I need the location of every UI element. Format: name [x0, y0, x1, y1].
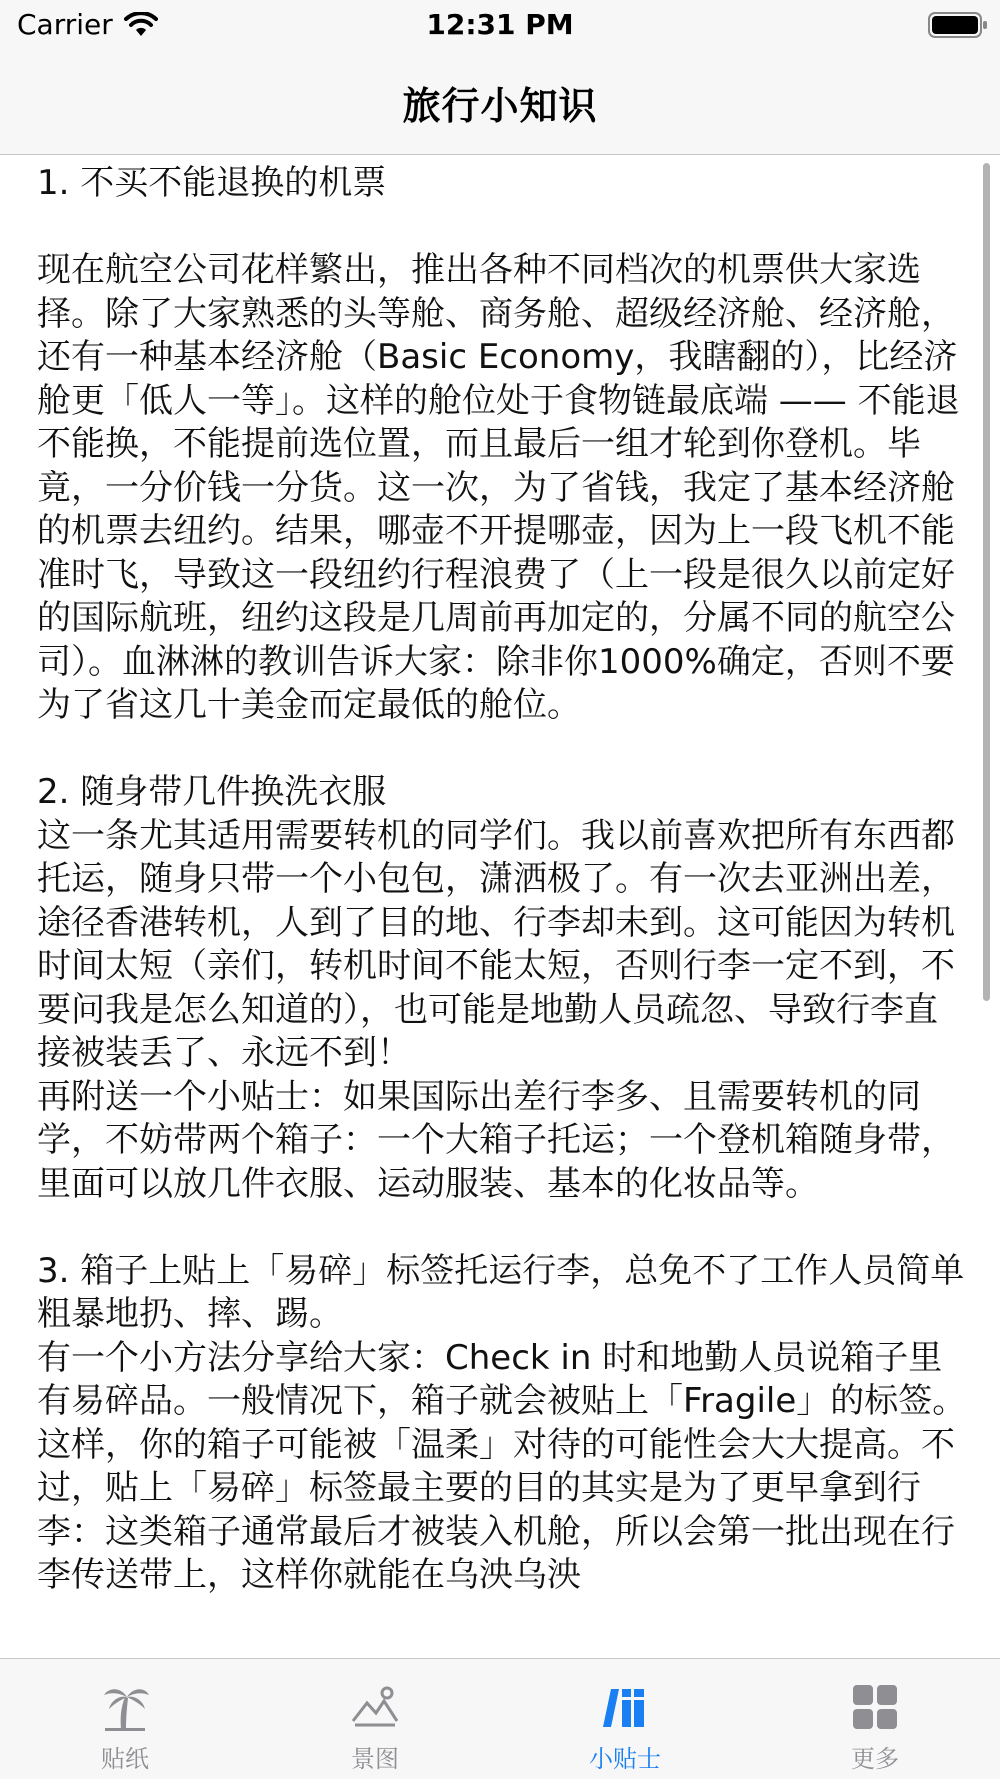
- tab-scenery[interactable]: [250, 1659, 500, 1779]
- tab-bar: [0, 1658, 1000, 1779]
- page-title: 旅行小知识: [402, 84, 598, 128]
- landscape-icon: [349, 1681, 401, 1733]
- palm-tree-icon: [99, 1681, 151, 1733]
- tab-more[interactable]: [750, 1659, 1000, 1779]
- books-icon: [599, 1681, 651, 1733]
- article-text: 1. 不买不能退换的机票 现在航空公司花样繁出，推出各种不同档次的机票供大家选择。除了大家熟悉的头等舱、商务舱、超级经济舱、经济舱，还有一种基本经济舱（Basic Economy，我瞎翻的），比经济舱更「低人一等」。这样的舱位处于食物链最底端 —— 不能退不能换，不能提前选位置，而且最后一组才轮到你登机。毕竟，一分价钱一分货。这一次，为了省钱，我定了基本经济舱的机票去纽约。结果，哪壶不开提哪壶，因为上一段飞机不能准时飞，导致这一段纽约行程浪费了（上一段是很久以前定好的国际航班，纽约这段是几周前再加定的，分属不同的航空公司）。血淋淋的教训告诉大家：除非你1000%确定，否则不要为了省这几十美金而定最低的舱位。 2. 随身带几件换洗衣服 这一条尤其适用需要转机的同学们。我以前喜欢把所有东西都托运，随身只带一个小包包，潇洒极了。有一次去亚洲出差，途径香港转机，人到了目的地、行李却未到。这可能因为转机时间太短（亲们，转机时间不能太短，否则行李一定不到，不要问我是怎么知道的），也可能是地勤人员疏忽、导致行李直接被装丢了、永远不到！ 再附送一个小贴士：如果国际出差行李多、且需要转机的同学，不妨带两个箱子：一个大箱子托运；一个登机箱随身带，里面可以放几件衣服、运动服装、基本的化妆品等。 3. 箱子上贴上「易碎」标签托运行李，总免不了工作人员简单粗暴地扔、摔、踢。 有一个小方法分享给大家：Check in 时和地勤人员说箱子里有易碎品。一般情况下，箱子就会被贴上「Fragile」的标签。这样，你的箱子可能被「温柔」对待的可能性会大大提高。不过，贴上「易碎」标签最主要的目的其实是为了更早拿到行李：这类箱子通常最后才被装入机舱，所以会第一批出现在行李传送带上，这样你就能在乌泱乌泱: [37, 163, 967, 1595]
- grid-icon: [849, 1681, 901, 1733]
- tab-label: 小贴士: [589, 1745, 661, 1773]
- tab-stickers[interactable]: [0, 1659, 250, 1779]
- status-bar: [0, 0, 1000, 50]
- navigation-bar: [0, 50, 1000, 155]
- battery-icon: [928, 12, 988, 38]
- scroll-indicator[interactable]: [983, 163, 990, 1001]
- tab-label: 贴纸: [101, 1745, 149, 1773]
- tab-label: 景图: [351, 1745, 399, 1773]
- tab-tips[interactable]: [500, 1659, 750, 1779]
- article-scroll-view[interactable]: [0, 155, 1000, 1658]
- carrier-label: Carrier: [17, 8, 113, 41]
- clock-time: 12:31 PM: [426, 8, 574, 41]
- tab-label: 更多: [851, 1745, 899, 1773]
